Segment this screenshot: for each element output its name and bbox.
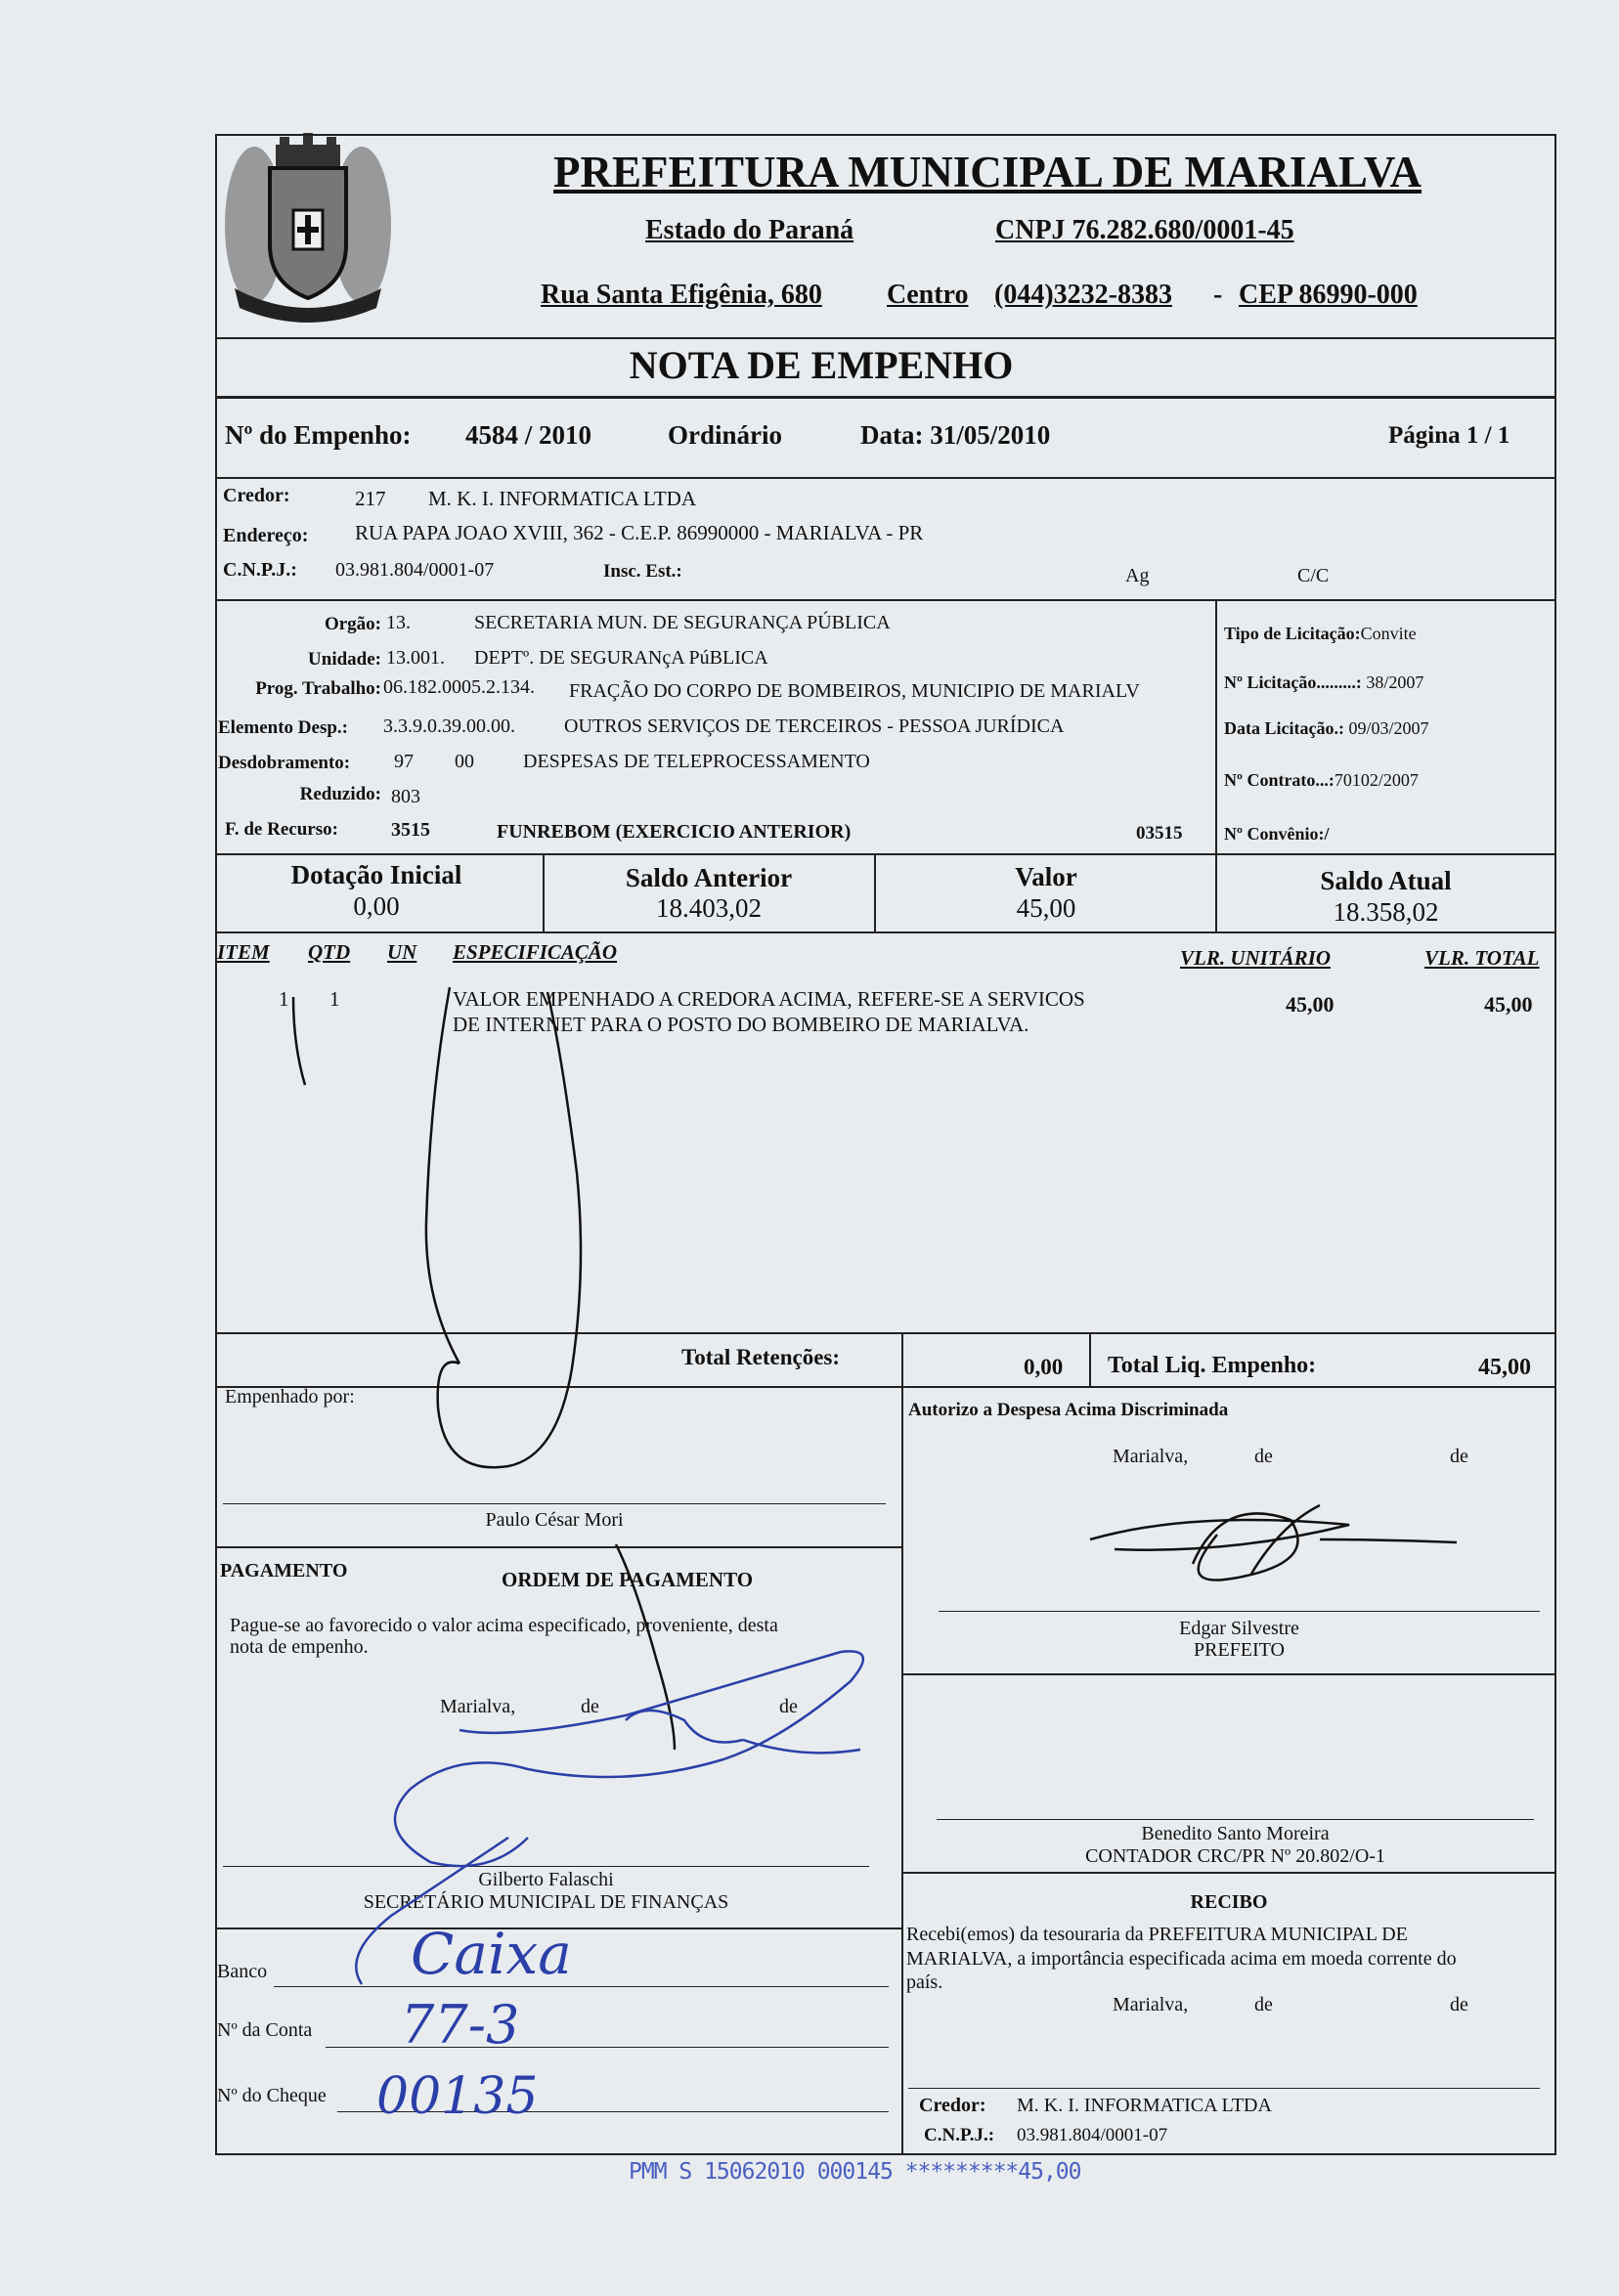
data-licitacao-value: 09/03/2007 (1348, 718, 1429, 738)
prog-trabalho-code: 06.182.0005.2.134. (383, 676, 535, 698)
pagamento-label: PAGAMENTO (220, 1560, 348, 1581)
tipo-licitacao-label: Tipo de Licitação:Convite (1224, 624, 1417, 643)
district: Centro (887, 280, 969, 310)
recibo-text-2: MARIALVA, a importância especificada acima em moeda corrente do (906, 1948, 1457, 1970)
credor-name: M. K. I. INFORMATICA LTDA (428, 487, 696, 510)
secretario-title: SECRETÁRIO MUNICIPAL DE FINANÇAS (363, 1891, 729, 1913)
numero-licitacao-value: 38/2007 (1366, 672, 1424, 692)
credor-cnpj: 03.981.804/0001-07 (335, 559, 495, 581)
contador-title: CONTADOR CRC/PR Nº 20.802/O-1 (1085, 1845, 1385, 1867)
page-number: Página 1 / 1 (1388, 422, 1510, 449)
empenho-number: 4584 / 2010 (465, 420, 592, 450)
saldo-anterior-label: Saldo Anterior (625, 863, 793, 892)
recibo-text-3: país. (906, 1971, 943, 1993)
autorizo-place: Marialva, (1113, 1446, 1189, 1467)
conta-handwritten: 77-3 (401, 1994, 520, 2056)
page-title: PREFEITURA MUNICIPAL DE MARIALVA (552, 148, 1422, 196)
total-retencoes-value: 0,00 (1024, 1355, 1064, 1379)
autorizo-de-2: de (1450, 1446, 1468, 1467)
credor-code: 217 (355, 487, 386, 510)
postal-code: CEP 86990-000 (1239, 280, 1418, 310)
recibo-de-1: de (1254, 1994, 1273, 2015)
item-total-value: 45,00 (1484, 992, 1533, 1017)
total-liq-label: Total Liq. Empenho: (1108, 1353, 1317, 1378)
recibo-cnpj-label: C.N.P.J.: (924, 2125, 995, 2145)
insc-est-label: Insc. Est.: (603, 561, 682, 582)
credor-label: Credor: (223, 485, 290, 506)
convenio-label: Nº Convênio:/ (1224, 824, 1330, 844)
pagamento-text-2: nota de empenho. (230, 1636, 369, 1658)
desdobramento-sub: 00 (455, 751, 474, 772)
elemento-label: Elemento Desp.: (218, 717, 348, 738)
desdobramento-name: DESPESAS DE TELEPROCESSAMENTO (523, 751, 870, 772)
cheque-handwritten: 00135 (376, 2067, 539, 2126)
credor-address: RUA PAPA JOAO XVIII, 362 - C.E.P. 86990000 - MARIALVA - PR (355, 521, 924, 544)
reduzido-label: Reduzido: (299, 784, 381, 804)
document-title: NOTA DE EMPENHO (629, 343, 1014, 387)
tipo-licitacao-value: Convite (1360, 624, 1417, 643)
recibo-cnpj: 03.981.804/0001-07 (1017, 2125, 1168, 2145)
street-address: Rua Santa Efigênia, 680 (541, 280, 822, 310)
autorizo-label: Autorizo a Despesa Acima Discriminada (908, 1400, 1229, 1420)
orgao-label: Orgão: (324, 614, 381, 634)
recurso-label: F. de Recurso: (225, 819, 338, 840)
item-qtd: 1 (329, 987, 340, 1011)
empenhado-name: Paulo César Mori (485, 1509, 624, 1531)
empenhado-label: Empenhado por: (225, 1386, 355, 1408)
header-item: ITEM (217, 940, 270, 964)
empenho-type: Ordinário (668, 420, 783, 450)
item-description-line-2: DE INTERNET PARA O POSTO DO BOMBEIRO DE MARIALVA. (453, 1013, 1029, 1036)
recibo-de-2: de (1450, 1994, 1468, 2015)
unidade-name: DEPTº. DE SEGURANçA PúBLICA (474, 647, 768, 669)
municipal-cnpj: CNPJ 76.282.680/0001-45 (995, 215, 1294, 245)
banco-label: Banco (217, 1961, 268, 1982)
autorizo-de-1: de (1254, 1446, 1273, 1467)
orgao-code: 13. (386, 612, 411, 633)
header-vlr-total: VLR. TOTAL (1424, 946, 1540, 970)
pagamento-de-2: de (779, 1696, 798, 1717)
phone: (044)3232-8383 (994, 280, 1172, 310)
saldo-anterior-value: 18.403,02 (656, 893, 762, 923)
elemento-name: OUTROS SERVIÇOS DE TERCEIROS - PESSOA JURÍDICA (564, 715, 1065, 737)
reduzido-value: 803 (391, 786, 420, 807)
header-un: UN (387, 940, 417, 964)
prog-trabalho-name: FRAÇÃO DO CORPO DE BOMBEIROS, MUNICIPIO DE MARIALV (569, 680, 1140, 702)
numero-licitacao-label: Nº Licitação.........: 38/2007 (1224, 672, 1424, 692)
cnpj-label: C.N.P.J.: (223, 559, 297, 581)
desdobramento-code: 97 (394, 751, 414, 772)
item-unit-value: 45,00 (1286, 992, 1335, 1017)
recibo-credor-name: M. K. I. INFORMATICA LTDA (1017, 2095, 1272, 2116)
header-vlr-unitario: VLR. UNITÁRIO (1180, 946, 1332, 970)
saldo-atual-value: 18.358,02 (1333, 897, 1439, 927)
pagamento-de-1: de (581, 1696, 599, 1717)
ordem-pagamento-label: ORDEM DE PAGAMENTO (502, 1568, 754, 1591)
separator-dash: - (1213, 280, 1223, 310)
empenho-label: Nº do Empenho: (225, 420, 412, 450)
conta-label: Nº da Conta (217, 2019, 313, 2041)
header-especificacao: ESPECIFICAÇÃO (453, 940, 618, 964)
address-label: Endereço: (223, 525, 309, 546)
total-retencoes-label: Total Retenções: (681, 1345, 841, 1369)
pagamento-place: Marialva, (440, 1696, 516, 1717)
saldo-atual-label: Saldo Atual (1320, 866, 1452, 895)
cc-label: C/C (1297, 565, 1330, 586)
contrato-value: 70102/2007 (1334, 770, 1419, 790)
ag-label: Ag (1125, 565, 1150, 586)
empenho-date: Data: 31/05/2010 (860, 420, 1051, 450)
valor-value: 45,00 (1016, 893, 1076, 923)
dotacao-inicial-label: Dotação Inicial (290, 860, 462, 889)
secretario-name: Gilberto Falaschi (478, 1869, 614, 1890)
prefeito-title: PREFEITO (1194, 1639, 1285, 1661)
item-description-line-1: VALOR EMPENHADO A CREDORA ACIMA, REFERE-SE A SERVICOS (453, 987, 1085, 1011)
item-number: 1 (279, 987, 289, 1011)
orgao-name: SECRETARIA MUN. DE SEGURANÇA PÚBLICA (474, 612, 891, 633)
recibo-credor-label: Credor: (919, 2095, 986, 2116)
prog-trabalho-label: Prog. Trabalho: (255, 678, 381, 699)
data-licitacao-label: Data Licitação.: 09/03/2007 (1224, 718, 1429, 738)
recurso-code: 3515 (391, 819, 430, 841)
valor-label: Valor (1015, 862, 1077, 891)
total-liq-value: 45,00 (1478, 1355, 1531, 1380)
header-qtd: QTD (308, 940, 351, 964)
municipal-coat-of-arms (215, 117, 401, 327)
recurso-code-2: 03515 (1136, 823, 1183, 844)
contrato-label: Nº Contrato...:70102/2007 (1224, 770, 1419, 790)
unidade-code: 13.001. (386, 647, 445, 669)
recibo-title: RECIBO (1190, 1891, 1268, 1913)
banco-handwritten: Caixa (411, 1921, 572, 1987)
desdobramento-label: Desdobramento: (218, 753, 351, 773)
recibo-place: Marialva, (1113, 1994, 1189, 2015)
recurso-name: FUNREBOM (EXERCICIO ANTERIOR) (497, 821, 852, 843)
payment-stamp: PMM S 15062010 000145 *********45,00 (629, 2159, 1081, 2185)
prefeito-name: Edgar Silvestre (1179, 1618, 1299, 1639)
state-name: Estado do Paraná (645, 215, 854, 245)
recibo-text-1: Recebi(emos) da tesouraria da PREFEITURA MUNICIPAL DE (906, 1924, 1408, 1945)
dotacao-inicial-value: 0,00 (353, 891, 400, 921)
unidade-label: Unidade: (308, 649, 381, 670)
cheque-label: Nº do Cheque (217, 2085, 327, 2106)
elemento-code: 3.3.9.0.39.00.00. (383, 715, 515, 737)
contador-name: Benedito Santo Moreira (1141, 1823, 1330, 1844)
pagamento-text-1: Pague-se ao favorecido o valor acima especificado, proveniente, desta (230, 1615, 778, 1636)
